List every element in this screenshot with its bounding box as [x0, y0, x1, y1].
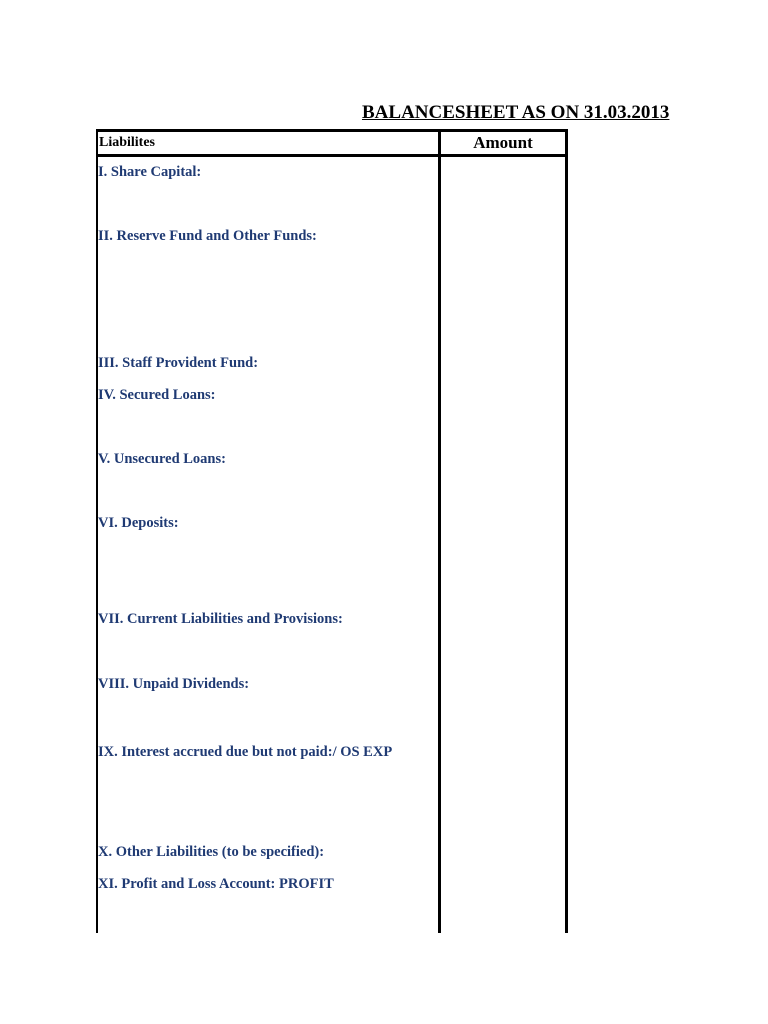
header-bottom-border [96, 154, 568, 157]
row-deposits: VI. Deposits: [98, 515, 179, 531]
table-right-border [565, 129, 568, 933]
page-title: BALANCESHEET AS ON 31.03.2013 [362, 102, 670, 123]
row-interest-accrued: IX. Interest accrued due but not paid:/ OS EXP [98, 744, 393, 760]
row-unpaid-dividends: VIII. Unpaid Dividends: [98, 676, 250, 692]
row-share-capital: I. Share Capital: [98, 164, 202, 180]
page-title-clip [362, 101, 670, 127]
row-profit-loss: XI. Profit and Loss Account: PROFIT [98, 876, 334, 892]
row-other-liabilities: X. Other Liabilities (to be specified): [98, 844, 325, 860]
row-unsecured-loans: V. Unsecured Loans: [98, 451, 226, 467]
column-divider [438, 129, 441, 933]
row-current-liabilities: VII. Current Liabilities and Provisions: [98, 611, 343, 627]
row-staff-provident-fund: III. Staff Provident Fund: [98, 355, 259, 371]
amount-header: Amount [473, 133, 533, 152]
row-secured-loans: IV. Secured Loans: [98, 387, 216, 403]
balance-sheet-table [96, 129, 567, 933]
row-reserve-fund: II. Reserve Fund and Other Funds: [98, 228, 317, 244]
liabilities-header: Liabilites [99, 135, 156, 150]
